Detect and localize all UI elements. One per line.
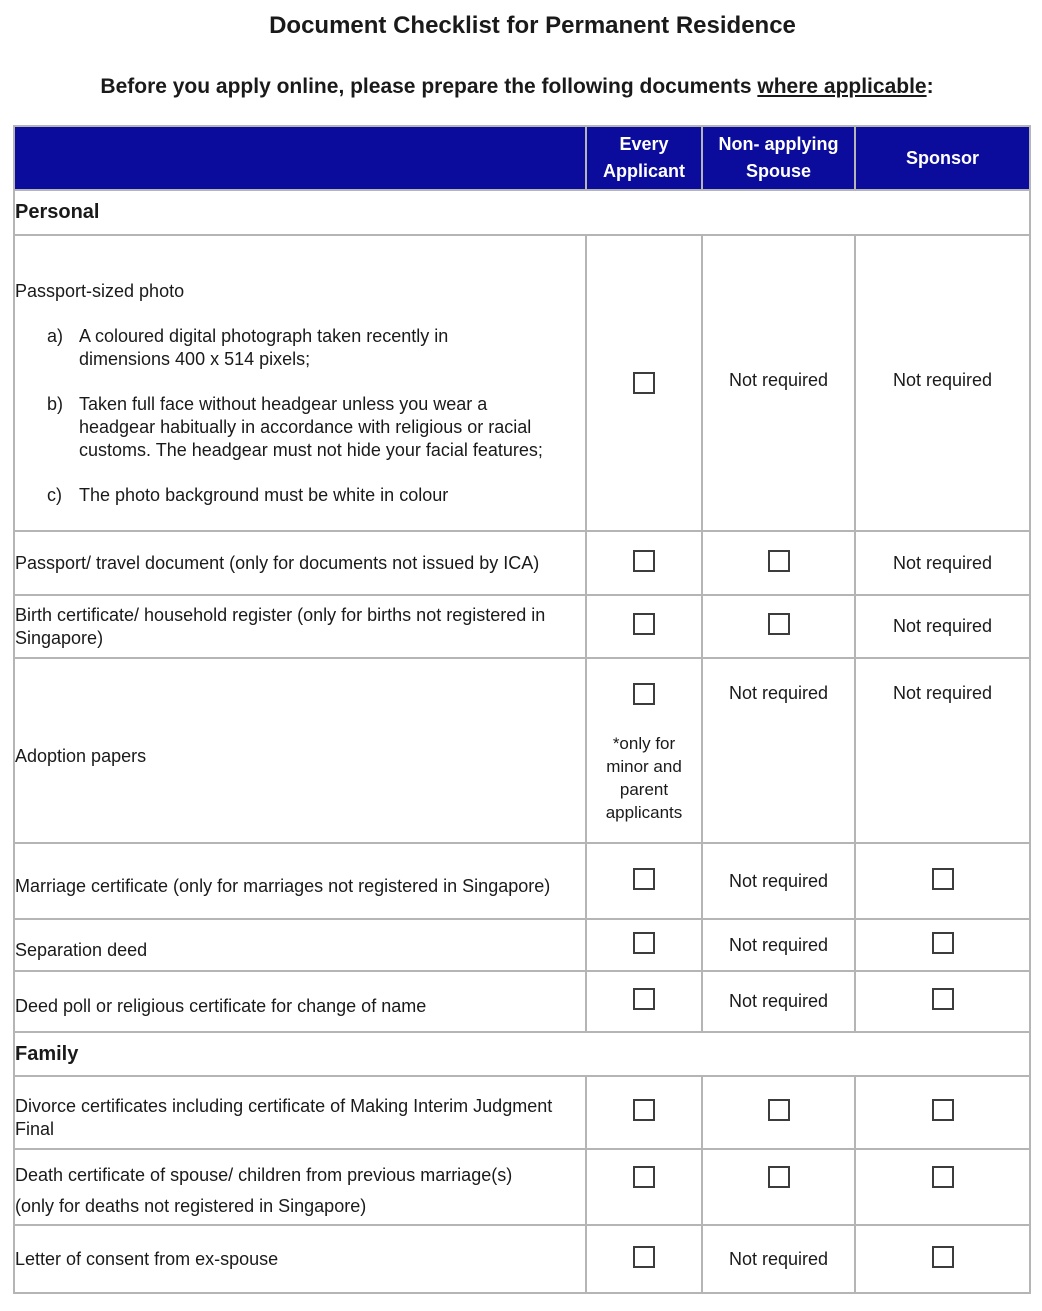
checkbox[interactable] [633,868,655,890]
list-item [47,484,585,507]
checkbox[interactable] [633,1166,655,1188]
header-blank [14,126,586,190]
checkbox[interactable] [932,868,954,890]
table-row [14,971,1030,1032]
spouse-cell: Not required [702,235,855,531]
section-personal: Personal [14,190,1030,235]
table-row [14,919,1030,971]
spouse-cell [702,595,855,658]
every-applicant-cell [586,1225,702,1293]
spouse-cell: Not required [702,1225,855,1293]
every-applicant-cell [586,1149,702,1225]
checkbox[interactable] [932,1166,954,1188]
doc-label: Deed poll or religious certificate for change of name [14,971,586,1032]
sponsor-cell [855,843,1030,919]
applicant-note: *only for minor and parent applicants [605,734,683,822]
sponsor-cell [855,1076,1030,1149]
every-applicant-cell [586,971,702,1032]
item-text: A coloured digital photograph taken recently in dimensions 400 x 514 pixels; [79,325,449,369]
checkbox[interactable] [633,932,655,954]
doc-label: Death certificate of spouse/ children from previous marriage(s) [15,1165,513,1185]
checkbox[interactable] [633,683,655,705]
item-text: The photo background must be white in colour [79,484,449,505]
doc-label: Marriage certificate (only for marriages not registered in Singapore) [14,843,586,919]
doc-label: Divorce certificates including certificate of Making Interim Judgment Final [14,1076,586,1149]
checkbox[interactable] [932,1099,954,1121]
item-letter: b) [47,393,64,414]
every-applicant-cell [586,1076,702,1149]
table-row [14,1149,1030,1225]
checkbox[interactable] [768,1099,790,1121]
section-family: Family [14,1032,1030,1076]
checkbox[interactable] [932,1246,954,1268]
spouse-cell: Not required [702,971,855,1032]
subtitle-underlined: where applicable [757,75,927,98]
spouse-cell [702,531,855,595]
section-row [14,190,1030,235]
header-every-applicant: Every Applicant [586,126,702,190]
list-item [47,393,585,462]
header-non-applying-spouse: Non- applying Spouse [702,126,855,190]
doc-label: Letter of consent from ex-spouse [14,1225,586,1293]
doc-label: Passport-sized photo [15,280,185,301]
every-applicant-cell [586,919,702,971]
spouse-cell: Not required [702,658,855,843]
sponsor-cell [855,971,1030,1032]
table-row [14,531,1030,595]
table-row [14,843,1030,919]
doc-label-note: (only for deaths not registered in Singapore) [15,1196,367,1216]
subtitle-text: Before you apply online, please prepare the following documents [100,75,758,98]
checkbox[interactable] [633,372,655,394]
every-applicant-cell [586,843,702,919]
item-letter: a) [47,325,64,346]
doc-label: Passport/ travel document (only for documents not issued by ICA) [14,531,586,595]
sponsor-cell [855,1149,1030,1225]
checkbox[interactable] [768,613,790,635]
spouse-cell: Not required [702,843,855,919]
checkbox[interactable] [633,550,655,572]
page-subtitle [0,75,1034,99]
section-row [14,1032,1030,1076]
checklist-table [13,125,1031,1294]
every-applicant-cell [586,235,702,531]
doc-label: Adoption papers [14,658,586,843]
sponsor-cell [855,1225,1030,1293]
checkbox[interactable] [633,988,655,1010]
checkbox[interactable] [932,932,954,954]
checkbox[interactable] [768,1166,790,1188]
table-row [14,235,1030,531]
sponsor-cell: Not required [855,658,1030,843]
sponsor-cell: Not required [855,235,1030,531]
page-title: Document Checklist for Permanent Residence [269,12,796,39]
doc-cell [14,235,586,531]
spouse-cell [702,1149,855,1225]
subtitle-colon: : [926,75,934,98]
sponsor-cell [855,919,1030,971]
table-row [14,658,1030,843]
every-applicant-cell [586,595,702,658]
checkbox[interactable] [768,550,790,572]
checkbox[interactable] [633,1246,655,1268]
table-row [14,1076,1030,1149]
doc-cell [14,1149,586,1225]
spouse-cell: Not required [702,919,855,971]
item-letter: c) [47,484,62,505]
header-sponsor: Sponsor [855,126,1030,190]
sponsor-cell: Not required [855,595,1030,658]
header-row [14,126,1030,190]
checkbox[interactable] [932,988,954,1010]
sponsor-cell: Not required [855,531,1030,595]
table-row [14,1225,1030,1293]
checkbox[interactable] [633,613,655,635]
list-item [47,325,585,371]
every-applicant-cell [586,658,702,843]
item-text: Taken full face without headgear unless you wear a headgear habitually in accordance with religious or racial customs. The headgear must not hide your facial features; [79,393,543,460]
spouse-cell [702,1076,855,1149]
doc-label: Birth certificate/ household register (only for births not registered in Singapore) [14,595,586,658]
every-applicant-cell [586,531,702,595]
checkbox[interactable] [633,1099,655,1121]
table-row [14,595,1030,658]
doc-label: Separation deed [14,919,586,971]
